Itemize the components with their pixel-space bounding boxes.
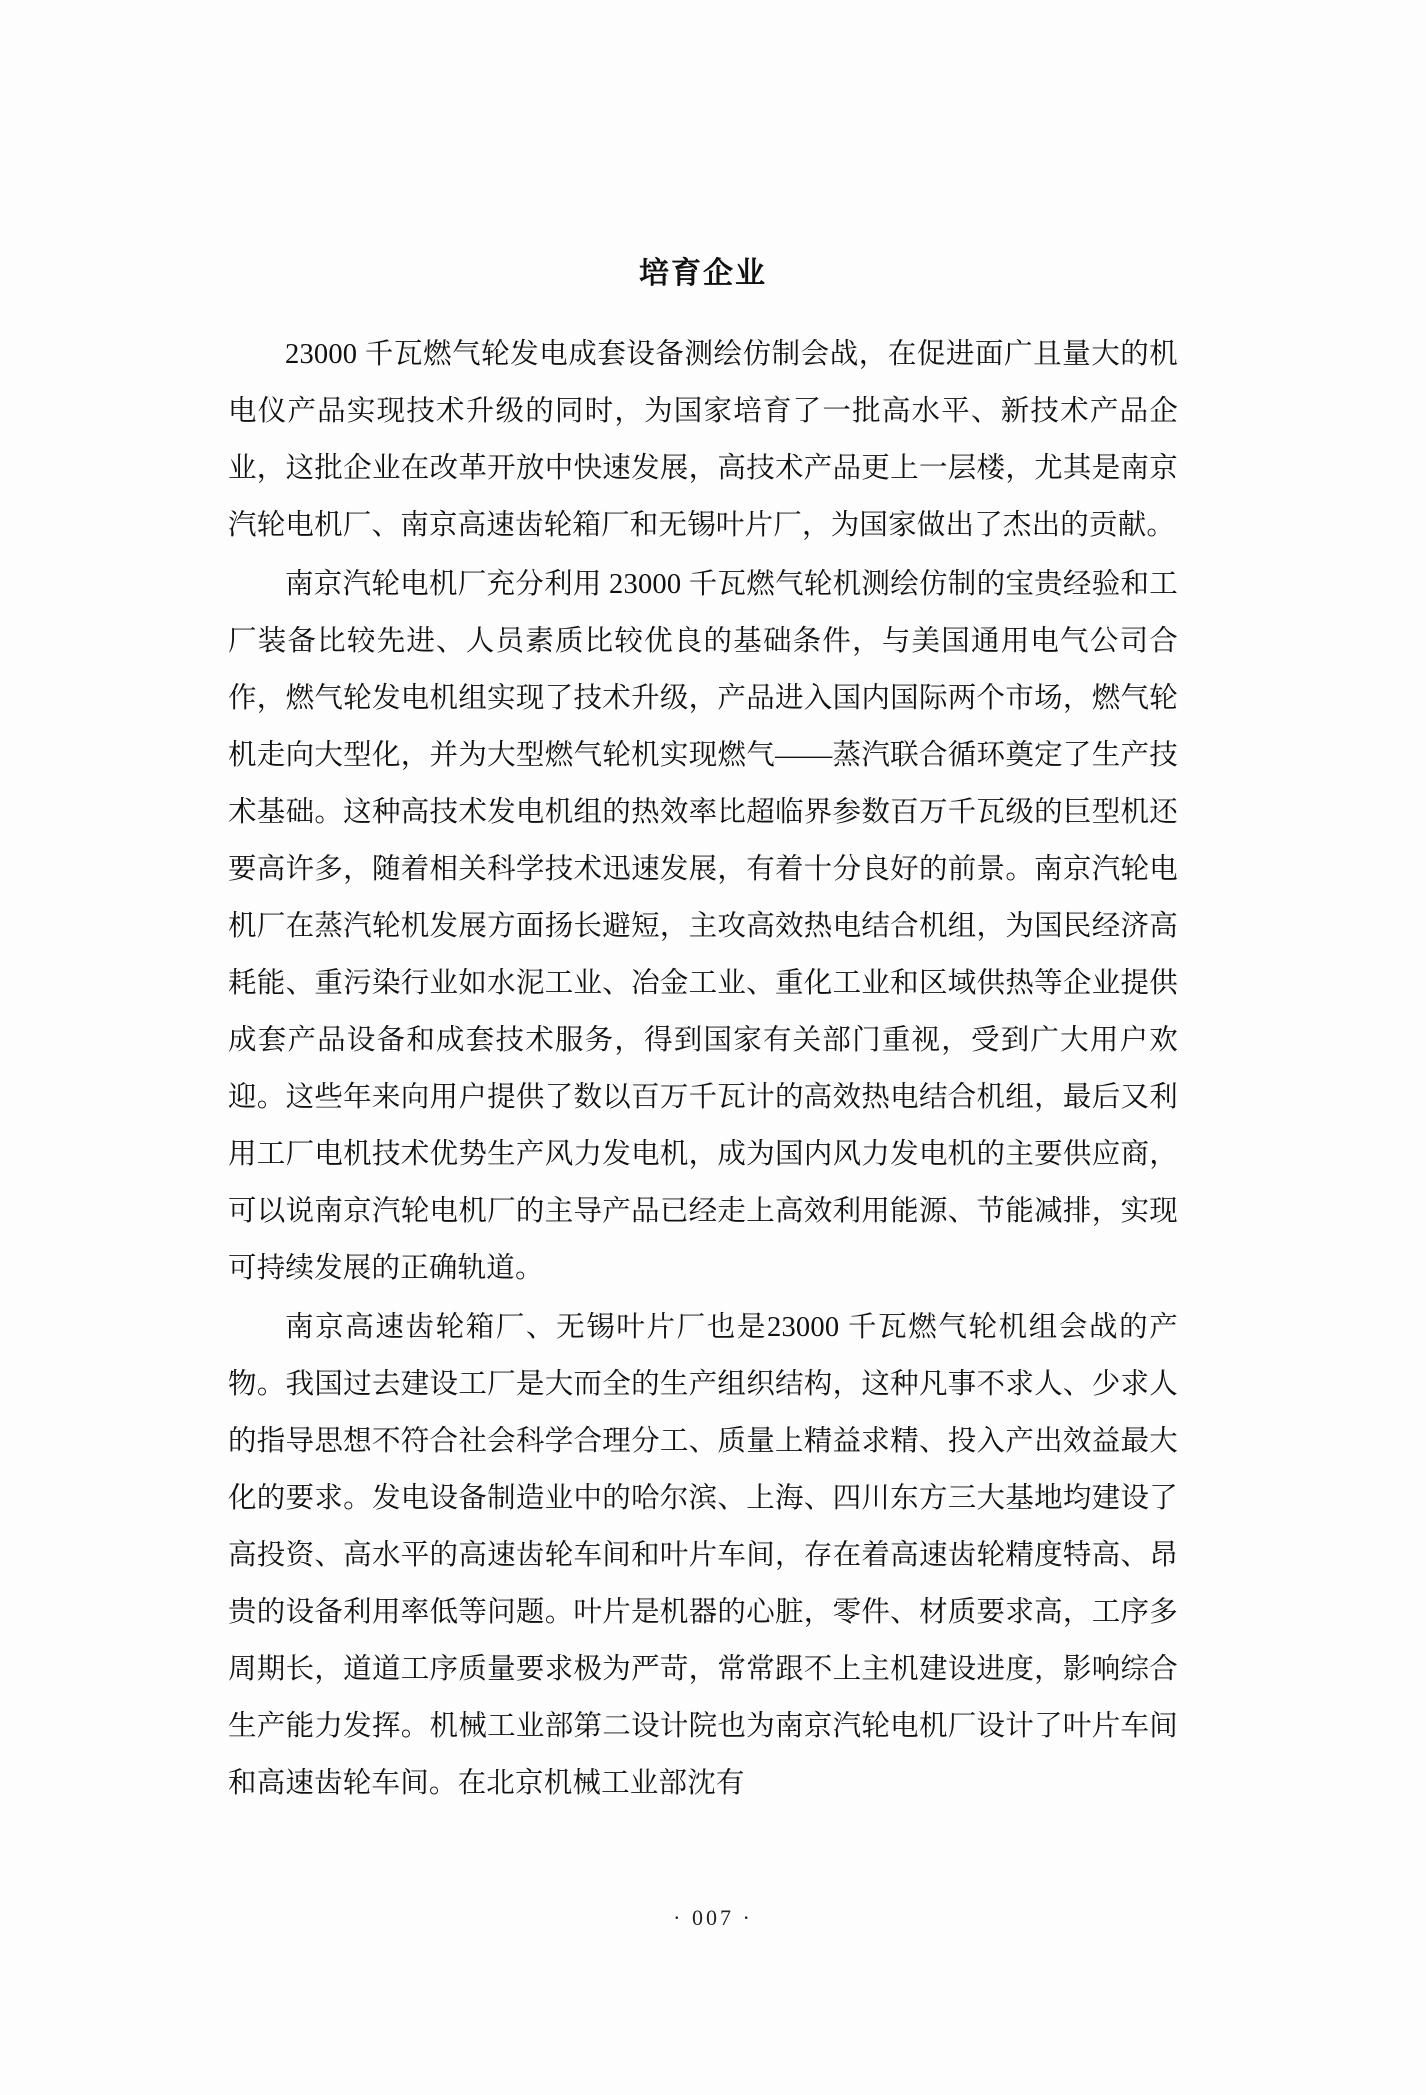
body-paragraph-1: 23000 千瓦燃气轮发电成套设备测绘仿制会战，在促进面广且量大的机电仪产品实现技术升级的同时，为国家培育了一批高水平、新技术产品企业，这批企业在改革开放中快速发展，高技术产品更上一层楼，尤其是南京汽轮电机厂、南京高速齿轮箱厂和无锡叶片厂，为国家做出了杰出的贡献。 xyxy=(228,339,1178,541)
page-content xyxy=(228,248,1178,1814)
page-number: · 007 · xyxy=(673,1905,753,1930)
page-title: 培育企业 xyxy=(639,257,767,290)
body-paragraph-2: 南京汽轮电机厂充分利用 23000 千瓦燃气轮机测绘仿制的宝贵经验和工厂装备比较先进、人员素质比较优良的基础条件，与美国通用电气公司合作，燃气轮发电机组实现了技术升级，产品进入国内国际两个市场，燃气轮机走向大型化，并为大型燃气轮机实现燃气——蒸汽联合循环奠定了生产技术基础。这种高技术发电机组的热效率比超临界参数百万千瓦级的巨型机还要高许多，随着相关科学技术迅速发展，有着十分良好的前景。南京汽轮电机厂在蒸汽轮机发展方面扬长避短，主攻高效热电结合机组，为国民经济高耗能、重污染行业如水泥工业、冶金工业、重化工业和区域供热等企业提供成套产品设备和成套技术服务，得到国家有关部门重视，受到广大用户欢迎。这些年来向用户提供了数以百万千瓦计的高效热电结合机组，最后又利用工厂电机技术优势生产风力发电机，成为国内风力发电机的主要供应商，可以说南京汽轮电机厂的主导产品已经走上高效利用能源、节能减排，实现可持续发展的正确轨道。 xyxy=(228,569,1178,1284)
body-paragraph-3: 南京高速齿轮箱厂、无锡叶片厂也是23000 千瓦燃气轮机组会战的产物。我国过去建设工厂是大而全的生产组织结构，这种凡事不求人、少求人的指导思想不符合社会科学合理分工、质量上精益求精、投入产出效益最大化的要求。发电设备制造业中的哈尔滨、上海、四川东方三大基地均建设了高投资、高水平的高速齿轮车间和叶片车间，存在着高速齿轮精度特高、昂贵的设备利用率低等问题。叶片是机器的心脏，零件、材质要求高，工序多周期长，道道工序质量要求极为严苛，常常跟不上主机建设进度，影响综合生产能力发挥。机械工业部第二设计院也为南京汽轮电机厂设计了叶片车间和高速齿轮车间。在北京机械工业部沈有 xyxy=(228,1312,1178,1799)
